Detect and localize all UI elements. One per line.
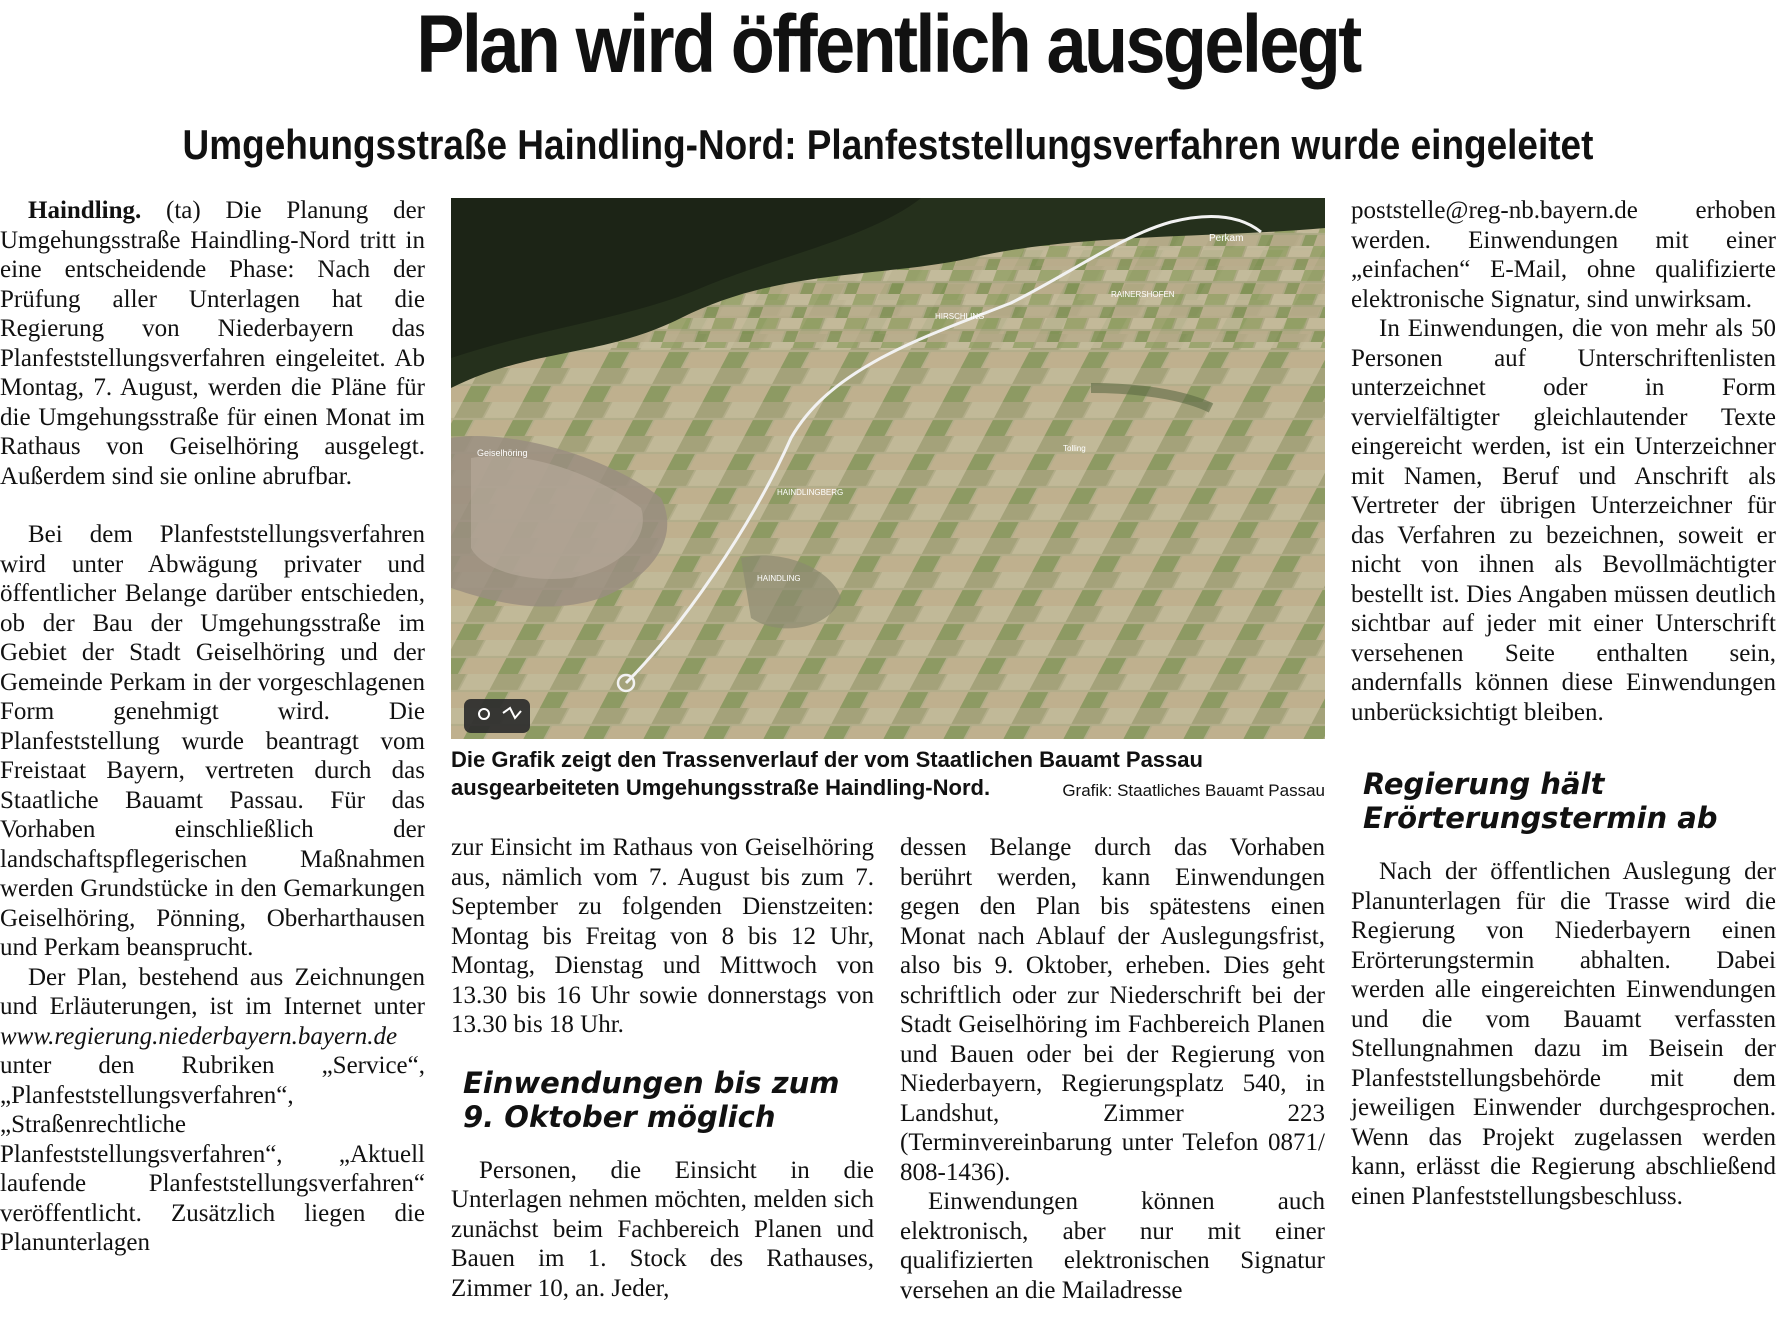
figure-credit: Grafik: Staatliches Bauamt Passau — [1062, 781, 1325, 800]
column-4 — [1351, 196, 1776, 1211]
column-3 — [900, 833, 1325, 1305]
paragraph: Bei dem Planfeststellungsverfahren wird unter Abwägung privater und öffentlicher Belange darüber entschieden, ob der Bau der Umgehungsstraße im Gebiet der Stadt Geiselhöring und der Gemeinde Perkam in der vorgeschlagenen Form genehmigt wird. Die Planfeststellung wurde beantragt vom Freistaat Bayern, vertreten durch das Staatliche Bauamt Passau. Für das Vorhaben einschließlich der landschaftspflegerischen Maßnahmen werden Grundstücke in den Gemarkungen Geiselhöring, Pönning, Oberharthausen und Perkam beansprucht. — [0, 521, 425, 961]
paragraph: Personen, die Einsicht in die Unterlagen nehmen möchten, melden sich zunächst beim Fachbereich Planen und Bauen im 1. Stock des Rathauses, Zimmer 10, an. Jeder, — [451, 1156, 874, 1302]
paragraph: poststelle@reg-nb.bayern.de erhoben werden. Einwendungen mit einer „einfachen“ E-Mail, ohne qualifizierte elektronische Signatur, sind unwirksam. — [1351, 197, 1776, 313]
map-label: RAINERSHOFEN — [1111, 290, 1175, 299]
map-label: Tolling — [1063, 444, 1086, 453]
figure-caption: Die Grafik zeigt den Trassenverlauf der vom Staatlichen Bauamt Passau ausgearbeiteten Umgehungsstraße Haindling-Nord. — [451, 747, 1203, 800]
column-2 — [451, 833, 874, 1303]
paragraph: dessen Belange durch das Vorhaben berührt werden, kann Einwendungen gegen den Plan bis spätestens einen Monat nach Ablauf der Auslegungsfrist, also bis 9. Oktober, erheben. Dies geht schriftlich oder zur Niederschrift bei der Stadt Geiselhöring im Fachbereich Planen und Bauen oder bei der Regierung von Niederbayern, Regierungsplatz 540, in Landshut, Zimmer 223 (Terminvereinbarung unter Telefon 0871/ 808-1436). — [900, 834, 1325, 1186]
paragraph — [0, 963, 425, 1258]
paragraph: zur Einsicht im Rathaus von Geiselhöring aus, nämlich vom 7. August bis zum 7. September zu folgenden Dienstzeiten: Montag bis Freitag von 8 bis 12 Uhr, Montag, Dienstag und Mittwoch von 13.30 bis 16 Uhr sowie donnerstags von 13.30 bis 18 Uhr. — [451, 834, 874, 1038]
aerial-map-graphic — [451, 198, 1325, 739]
column-1 — [0, 196, 425, 1258]
website-url: www.regierung.niederbayern.bayern.de — [0, 1022, 398, 1050]
aerial-map-image — [451, 198, 1325, 739]
subheading: Regierung hält Erörterungstermin ab — [1363, 767, 1718, 835]
route-icon[interactable] — [497, 699, 530, 733]
paragraph — [0, 196, 425, 491]
subheading: Einwendungen bis zum 9. Oktober möglich — [463, 1065, 840, 1134]
paragraph: In Einwendungen, die von mehr als 50 Personen auf Unterschriftenlisten unterzeichnet oder in Form vervielfältigter gleichlautender Texte eingereicht werden, ist ein Unterzeichner mit Namen, Beruf und Anschrift als Vertreter der übrigen Unterzeichner für das Verfahren zu bezeichnen, soweit er nicht von ihnen als Bevollmächtigter bestellt ist. Dies Angaben müssen deutlich sichtbar auf jeder mit einer Unterschrift versehenen Seite enthalten sein, andernfalls können diese Einwendungen unberücksichtigt bleiben. — [1351, 315, 1776, 726]
map-label: HAINDLING — [757, 574, 801, 583]
map-label: Geiselhöring — [477, 448, 528, 458]
headline: Plan wird öffentlich ausgelegt — [416, 0, 1360, 90]
figure-caption-block — [451, 746, 1325, 805]
paragraph: Einwendungen können auch elektronisch, aber nur mit einer qualifizierten elektronischen Signatur versehen an die Mailadresse — [900, 1188, 1325, 1304]
paragraph-text: unter den Rubriken „Service“, „Planfeststellungsverfahren“, „Straßenrechtliche Planfeststellungsverfahren“, „Aktuell laufende Planfeststellungsverfahren“ veröffentlicht. Zusätzlich liegen die Planunterlagen — [0, 1052, 425, 1256]
subheadline: Umgehungsstraße Haindling-Nord: Planfeststellungsverfahren wurde eingeleitet — [182, 121, 1594, 168]
paragraph-text: (ta) Die Planung der Umgehungsstraße Haindling-Nord tritt in eine entscheidende Phase: Nach der Prüfung aller Unterlagen hat die Regierung von Niederbayern das Planfeststellungsverfahren eingeleitet. Ab Montag, 7. August, werden die Pläne für die Umgehungsstraße für einen Monat im Rathaus von Geiselhöring ausgelegt. Außerdem sind sie online abrufbar. — [0, 197, 425, 490]
location-pin-icon[interactable] — [464, 699, 497, 733]
paragraph: Nach der öffentlichen Auslegung der Planunterlagen für die Trasse wird die Regierung von Niederbayern einen Erörterungstermin abhalten. Dabei werden alle eingereichten Einwendungen und die vom Bauamt verfassten Stellungnahmen dazu im Beisein der Planfeststellungsbehörde mit dem jeweiligen Einwender durchgesprochen. Wenn das Projekt zugelassen werden kann, erlässt die Regierung abschließend einen Planfeststellungsbeschluss. — [1351, 858, 1776, 1210]
paragraph-text: Der Plan, bestehend aus Zeichnungen und Erläuterungen, ist im Internet unter — [0, 963, 425, 1020]
map-label: HIRSCHLING — [935, 312, 985, 321]
dateline: Haindling. — [28, 197, 142, 224]
map-label: HAINDLINGBERG — [777, 488, 844, 497]
map-label: Perkam — [1209, 233, 1244, 244]
